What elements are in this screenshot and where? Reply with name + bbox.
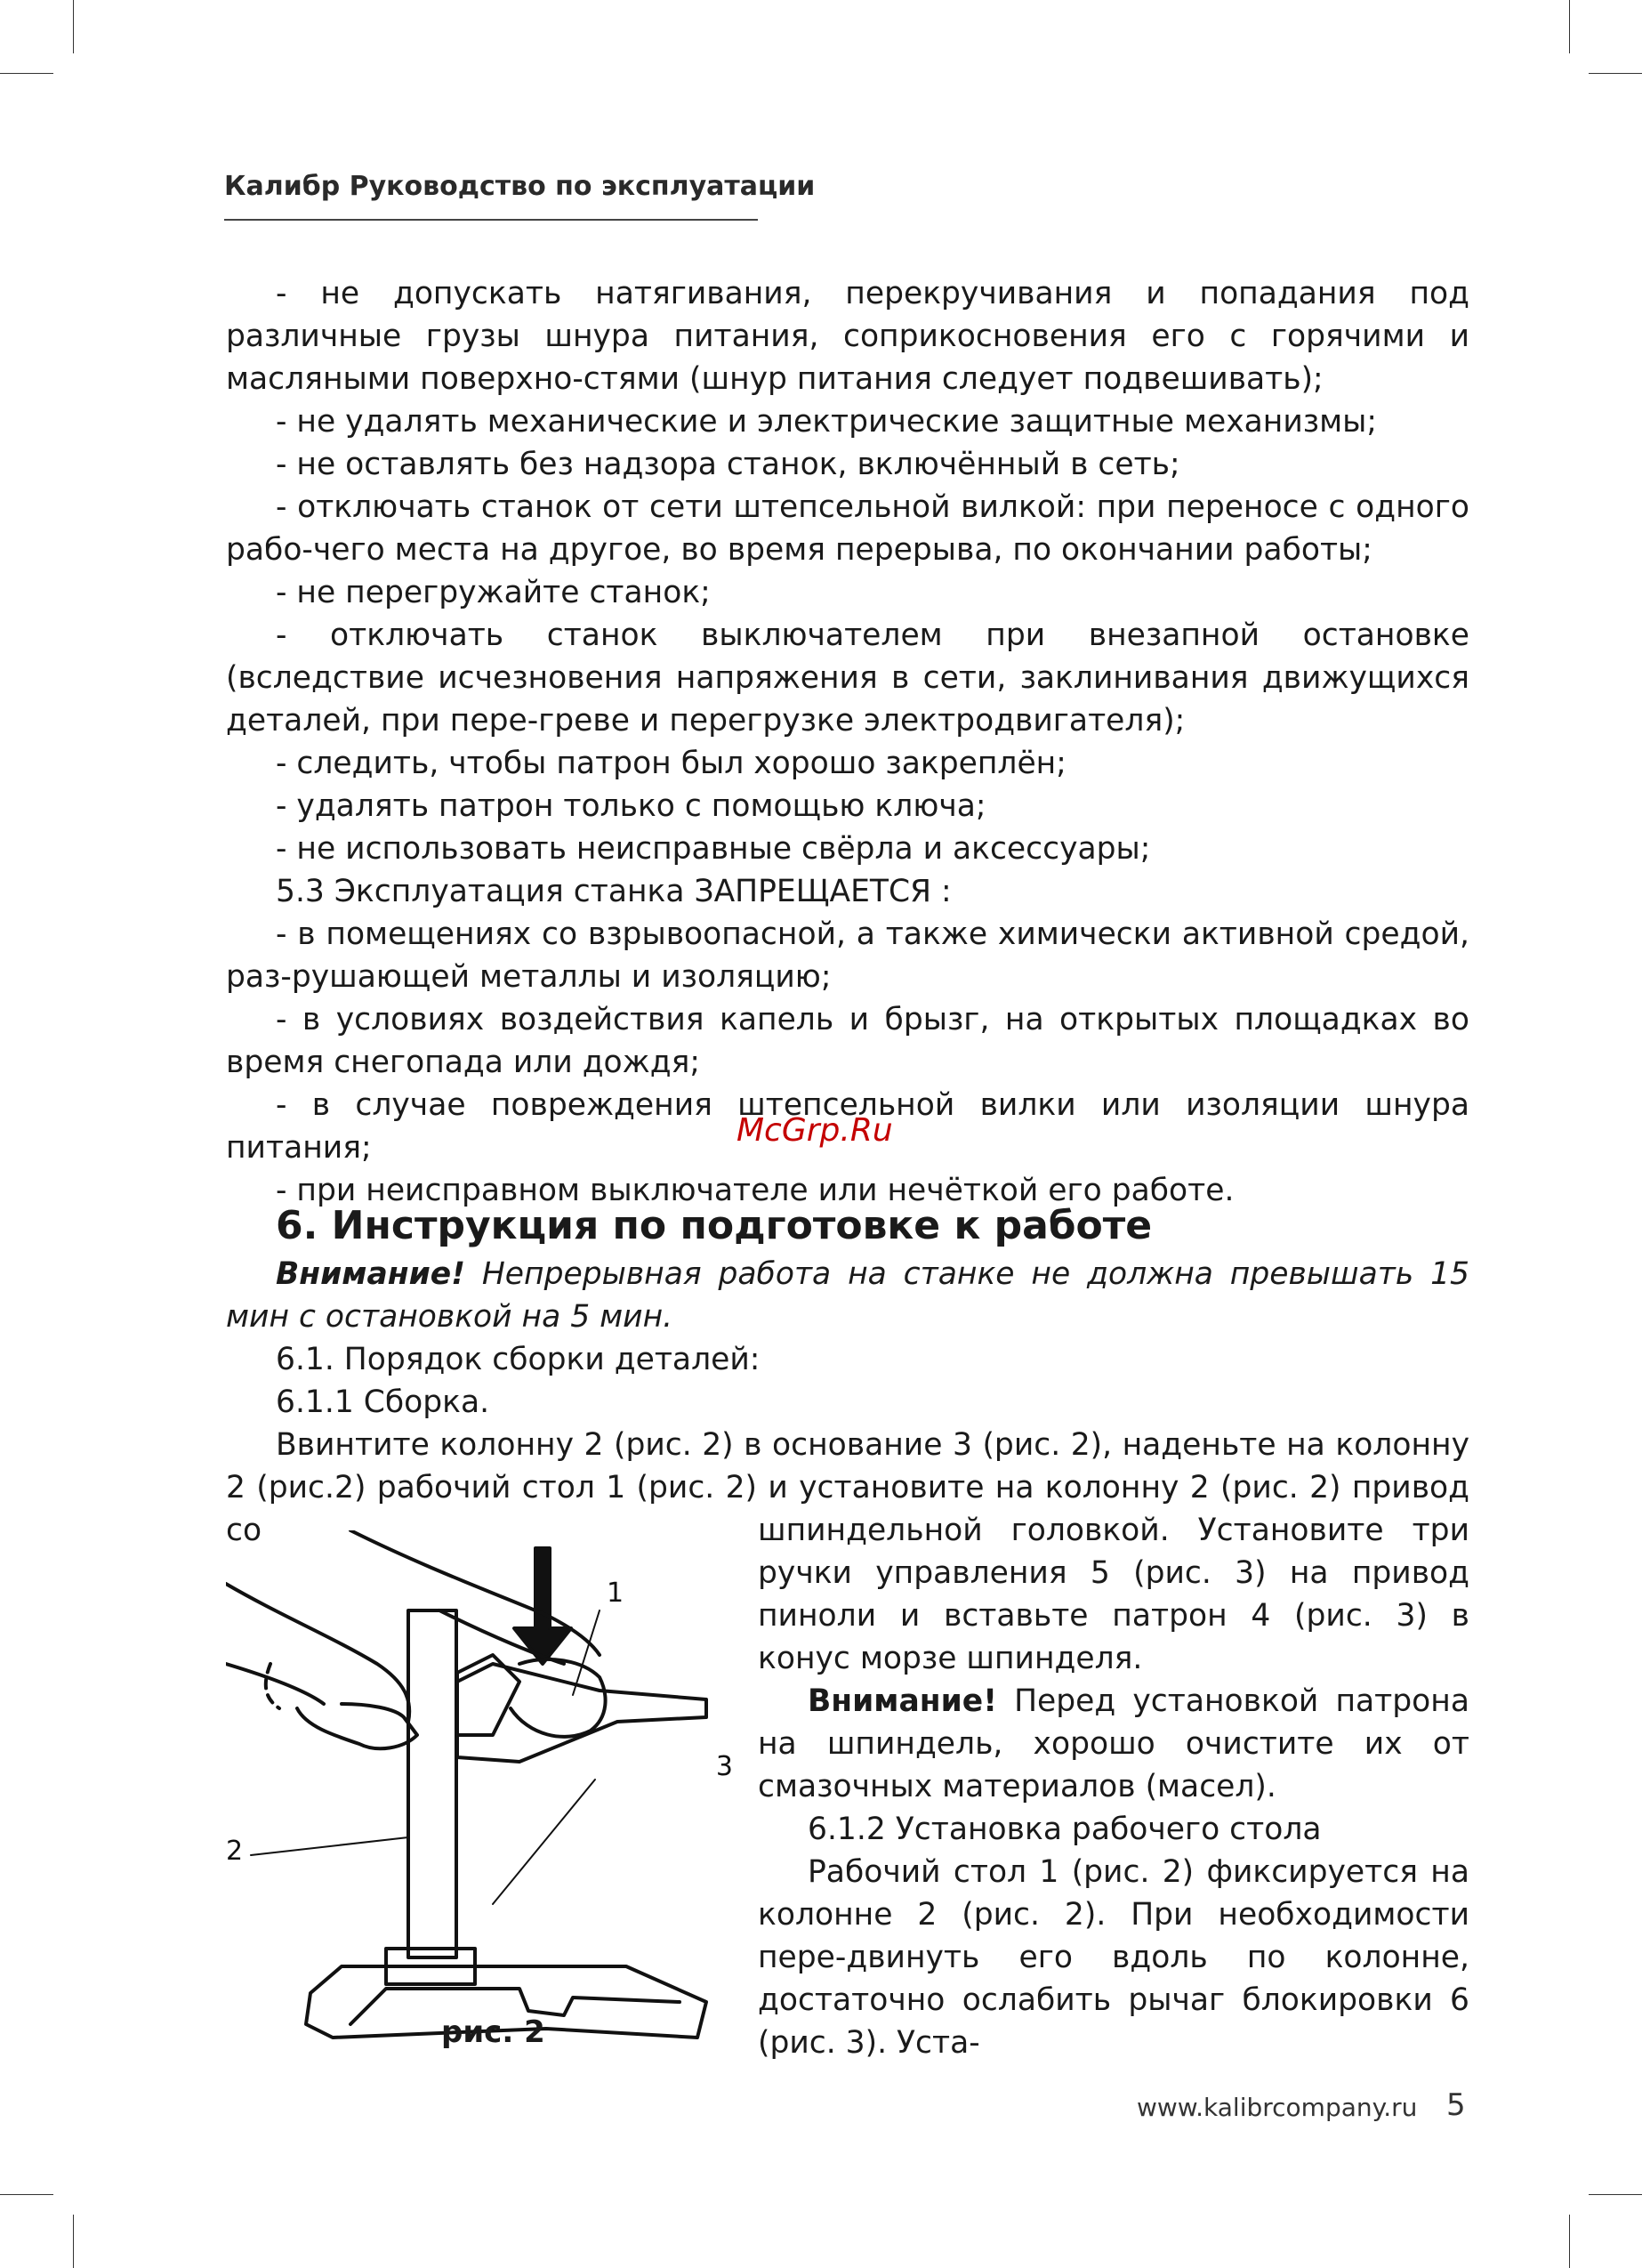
header-rule [224, 219, 758, 221]
list-item: - не удалять механические и электрические защитные механизмы; [276, 404, 1377, 440]
work-table [457, 1664, 706, 1762]
label-2: 2 [226, 1836, 244, 1867]
subsection-heading: 5.3 Эксплуатация станка ЗАПРЕЩАЕТСЯ : [276, 874, 952, 909]
list-item: - не оставлять без надзора станок, включённый в сеть; [276, 447, 1180, 482]
paragraph: Ввинтите колонну 2 (рис. 2) в основание 3 (рис. 2), наденьте на колонну 2 (рис.2) рабочий стол 1 (рис. 2) и установите на колонну 2 (рис. 2) привод со [226, 1427, 1469, 1548]
list-item: - не использовать неисправные свёрла и аксессуары; [276, 831, 1151, 867]
left-hand [297, 1704, 417, 1748]
figure-caption: рис. 2 [441, 2014, 545, 2050]
warning-paragraph [758, 1680, 1469, 1808]
list-item: - в помещениях со взрывоопасной, а также химически активной средой, раз-рушающей металлы и изоляцию; [226, 916, 1469, 995]
list-item: - отключать станок от сети штепсельной вилкой: при переносе с одного рабо-чего места на другое, во время перерыва, по окончании работы; [226, 489, 1469, 568]
list-item: - удалять патрон только с помощью ключа; [276, 788, 986, 824]
list-item: - отключать станок выключателем при внезапной остановке (вследствие исчезновения напряжения в сети, заклинивания движущихся деталей, при пере-греве и перегрузке электродвигателя); [226, 617, 1469, 739]
crop-mark [73, 2215, 74, 2268]
crop-mark [0, 73, 53, 74]
watermark: McGrp.Ru [736, 1112, 893, 1149]
warning-text: Перед установкой патрона на шпиндель, хорошо очистите их от смазочных материалов (масел). [758, 1683, 1469, 1804]
warning-label: Внимание! [276, 1256, 465, 1292]
crop-mark [73, 0, 74, 53]
label-1: 1 [607, 1578, 624, 1609]
safety-list [226, 272, 1469, 1212]
section-body [226, 1253, 1469, 1552]
label-3: 3 [715, 1751, 733, 1782]
list-item: - не допускать натягивания, перекручивания и попадания под различные грузы шнура питания, соприкосновения его с горячими и масляными поверхно-стями (шнур питания следует подвешивать); [226, 276, 1469, 397]
right-column-text [758, 1509, 1469, 2064]
crop-mark [1589, 2194, 1642, 2195]
paragraph: шпиндельной головкой. Установите три ручки управления 5 (рис. 3) на привод пиноли и вставьте патрон 4 (рис. 3) в конус морзе шпинделя. [758, 1513, 1469, 1676]
list-item: - следить, чтобы патрон был хорошо закреплён; [276, 746, 1066, 781]
footer-url: www.kalibrcompany.ru [1137, 2093, 1418, 2122]
list-item: - при неисправном выключателе или нечёткой его работе. [276, 1173, 1235, 1208]
column [408, 1610, 456, 1957]
warning-label: Внимание! [808, 1683, 997, 1719]
running-header: Калибр Руководство по эксплуатации [224, 171, 816, 202]
page-number: 5 [1446, 2087, 1466, 2123]
list-item: - в условиях воздействия капель и брызг, на открытых площадках во время снегопада или дождя; [226, 1002, 1469, 1080]
crop-mark [1569, 0, 1570, 53]
paragraph: Рабочий стол 1 (рис. 2) фиксируется на колонне 2 (рис. 2). При необходимости пере-двинуть его вдоль по колонне, достаточно ослабить рычаг блокировки 6 (рис. 3). Уста- [758, 1854, 1469, 2061]
paragraph: 6.1.1 Сборка. [276, 1384, 490, 1420]
paragraph: 6.1. Порядок сборки деталей: [276, 1342, 761, 1377]
subsection-heading: 6.1.2 Установка рабочего стола [808, 1812, 1322, 1847]
warning-text: Непрерывная работа на станке не должна превышать 15 мин с остановкой на 5 мин. [226, 1256, 1469, 1335]
crop-mark [1569, 2215, 1570, 2268]
list-item: - в случае повреждения штепсельной вилки или изоляции шнура питания; [226, 1087, 1469, 1166]
drill-press-assembly-figure [226, 1530, 742, 2046]
list-item: - не перегружайте станок; [276, 575, 711, 610]
crop-mark [0, 2194, 53, 2195]
warning-paragraph [226, 1253, 1469, 1338]
crop-mark [1589, 73, 1642, 74]
section-title: 6. Инструкция по подготовке к работе [276, 1203, 1153, 1248]
